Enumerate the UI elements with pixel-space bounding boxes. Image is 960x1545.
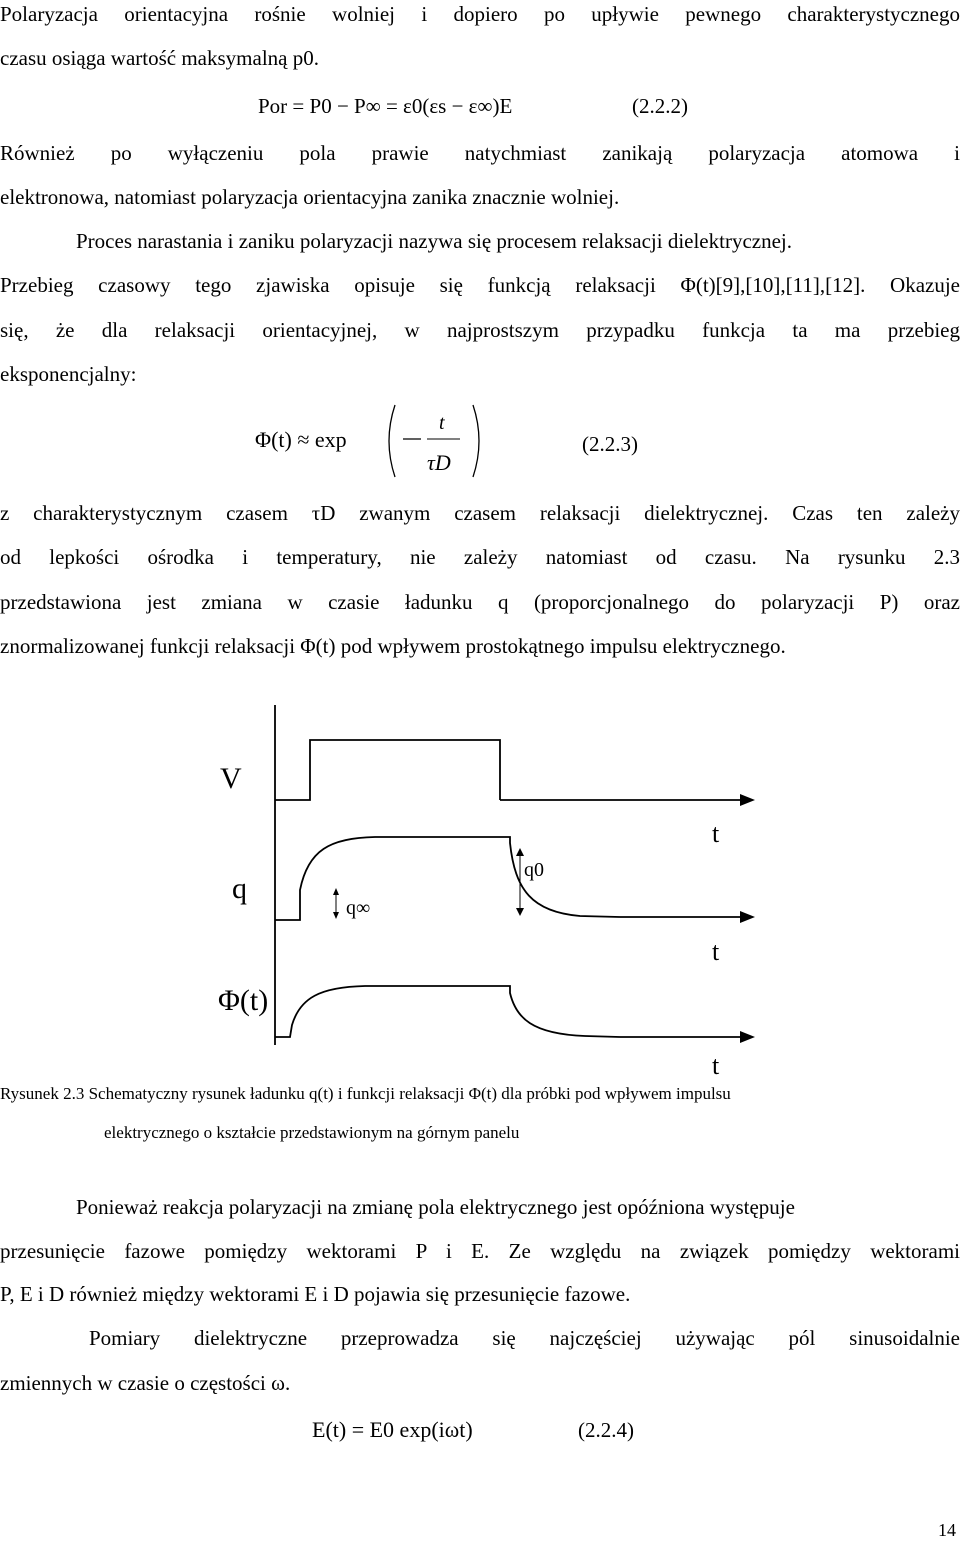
eq223-num: t [439,412,445,434]
voltage-pulse [275,740,500,800]
label-t-2: t [712,937,720,966]
figure-2-3 [180,700,780,1080]
para6-line2: zmiennych w czasie o częstości ω. [0,1371,291,1395]
para3-line3: się, że dla relaksacji orientacyjnej, w najprostszym przypadku funkcja ta ma przebieg [0,318,960,342]
para5-line2: przesunięcie fazowe pomiędzy wektorami P i E. Ze względu na związek pomiędzy wektorami [0,1239,960,1263]
para3-line1: Proces narastania i zaniku polaryzacji nazywa się procesem relaksacji dielektrycznej. [76,229,792,253]
equation-2-2-4: E(t) = E0 exp(iωt) [312,1417,473,1442]
para5-line1: Ponieważ reakcja polaryzacji na zmianę pola elektrycznego jest opóźniona występuje [76,1195,795,1219]
para3-line2: Przebieg czasowy tego zjawiska opisuje się funkcją relaksacji Φ(t)[9],[10],[11],[12]. Okazuje [0,273,960,297]
para3-line4: eksponencjalny: [0,362,137,386]
page-number: 14 [938,1520,956,1540]
equation-number-2-2-2: (2.2.2) [632,94,688,118]
para4-line2: od lepkości ośrodka i temperatury, nie zależy natomiast od czasu. Na rysunku 2.3 [0,545,960,569]
para2-line1: Również po wyłączeniu pola prawie natychmiast zanikają polaryzacja atomowa i [0,141,960,165]
label-q0: q0 [524,859,544,881]
para1-line2: czasu osiąga wartość maksymalną p0. [0,46,319,70]
label-q: q [232,872,247,905]
equation-number-2-2-3: (2.2.3) [582,432,638,456]
para4-line3: przedstawiona jest zmiana w czasie ładunku q (proporcjonalnego do polaryzacji P) oraz [0,590,960,614]
label-t-1: t [712,819,720,848]
para1-line1: Polaryzacja orientacyjna rośnie wolniej i dopiero po upływie pewnego charakterystycznego [0,2,960,26]
para4-line4: znormalizowanej funkcji relaksacji Φ(t) pod wpływem prostokątnego impulsu elektrycznego. [0,634,786,658]
para5-line3: P, E i D również między wektorami E i D pojawia się przesunięcie fazowe. [0,1282,631,1306]
label-t-3: t [712,1051,720,1080]
figure-caption-line1: Rysunek 2.3 Schematyczny rysunek ładunku q(t) i funkcji relaksacji Φ(t) dla próbki pod wpływem impulsu [0,1084,731,1103]
eq223-lhs: Φ(t) ≈ exp [255,427,347,452]
label-q-infinity: q∞ [346,897,371,919]
equation-number-2-2-4: (2.2.4) [578,1418,634,1442]
eq223-den: τD [427,450,451,475]
para6-line1: Pomiary dielektryczne przeprowadza się najczęściej używając pól sinusoidalnie [89,1326,960,1350]
charge-curve [275,837,620,920]
relaxation-curve [275,986,620,1037]
figure-caption-line2: elektrycznego o kształcie przedstawionym na górnym panelu [104,1123,520,1142]
label-phi: Φ(t) [218,984,269,1017]
para4-line1: z charakterystycznym czasem τD zwanym czasem relaksacji dielektrycznej. Czas ten zależy [0,501,960,525]
para2-line2: elektronowa, natomiast polaryzacja orientacyjna zanika znacznie wolniej. [0,185,620,209]
equation-2-2-2: Por = P0 − P∞ = ε0(εs − ε∞)E [258,94,513,118]
equation-2-2-3 [255,395,535,485]
label-V: V [220,762,242,795]
